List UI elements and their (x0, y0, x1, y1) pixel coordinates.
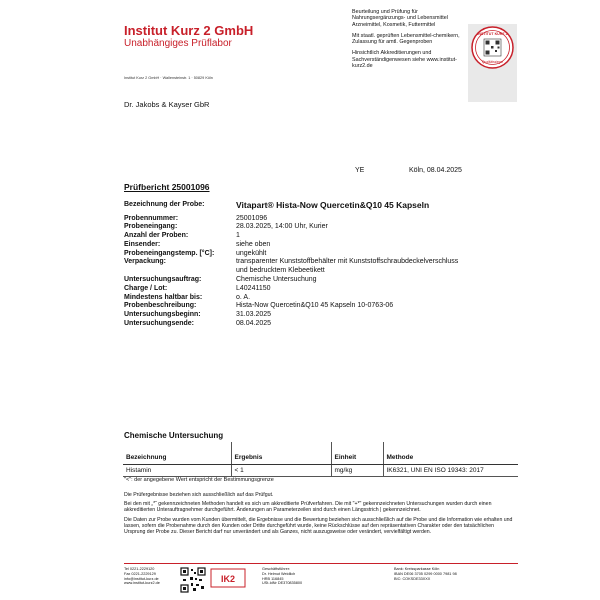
field-value: 08.04.2025 (236, 320, 272, 328)
reference-code: YE (355, 167, 365, 174)
recipient: Dr. Jakobs & Kayser GbR (124, 100, 210, 109)
field-row (124, 215, 464, 224)
field-row (124, 223, 464, 232)
quality-seal-icon (471, 26, 514, 69)
qr-code-icon (180, 567, 206, 593)
brand-subtitle: Unabhängiges Prüflabor (124, 38, 232, 49)
footer-contact (124, 567, 176, 586)
field-value: transparenter Kunststoffbehälter mit Kunststoffschraubdeckelverschluss und bedrucktem Klebeetikett (236, 258, 459, 275)
lab-intro (352, 9, 464, 74)
seal-subtext: Qualitätssiegel (482, 60, 503, 64)
field-label: Verpackung: (124, 258, 167, 266)
table-cell: IK6321, UNI EN ISO 19343: 2017 (383, 464, 518, 476)
field-value: Chemische Untersuchung (236, 276, 317, 284)
disclaimer-paragraph: Bei den mit „*“ gekennzeichneten Methoden handelt es sich um akkreditierte Prüfverfahren. Die mit "+*" gekennzeichneten Untersuchungen wurden durch einen akkreditierten Unterauftragnehmer durchgeführt. Änderungen an Parameterzeilen sind durch einen Längsstrich | gekennzeichnet. (124, 501, 492, 514)
footer-line-text: IBAN DE06 3705 0299 0000 7981 98 (394, 571, 457, 576)
report-title: Prüfbericht 25001096 (124, 182, 210, 192)
brand-name: Institut Kurz 2 GmbH (124, 23, 254, 38)
product-name: Vitapart® Hista-Now Quercetin&Q10 45 Kapseln (236, 200, 430, 210)
footer-line-text: info@institut-kurz.de (124, 576, 159, 581)
table-header-row (123, 442, 518, 464)
intro-line: Hinsichtlich Akkreditierungen und Sachverständigenwesen siehe www.institut-kurz2.de (352, 50, 457, 70)
product-row (124, 201, 464, 211)
sample-fields (124, 201, 464, 329)
field-row (124, 302, 464, 311)
disclaimer-paragraph: Die Daten zur Probe wurden vom Kunden übermittelt, die Ergebnisse und die Bewertung beziehen sich ausschließlich auf die Probe und die Information wie erhalten und lassen, sofern die Probenahme durch den Kunden oder Dritte durchgeführt wurde, keine Rückschlüsse auf den repräsentativen Charakter oder den tatsächlichen Ursprung der Probe zu. Dieser Bericht darf nur unverändert und als Ganzes, nicht auszugsweise oder verändert, vervielfältigt werden. (124, 516, 513, 536)
field-row (124, 232, 464, 241)
letterhead (124, 24, 253, 50)
footer-line-text: www.institut-kurz2.de (124, 581, 160, 586)
field-value: siehe oben (236, 240, 271, 248)
field-value: 1 (236, 232, 240, 240)
results-table (123, 442, 518, 477)
field-label: Anzahl der Proben: (124, 232, 189, 240)
footer-line-text: HRB 116845 (262, 576, 284, 581)
field-label: Probennummer: (124, 214, 179, 222)
field-label: Probeneingangstemp. [°C]: (124, 249, 215, 257)
field-value: o. A. (236, 293, 251, 301)
logo-text: IK2 (220, 574, 236, 584)
footer-bank (394, 567, 504, 581)
disclaimer (124, 492, 516, 538)
column-header: Ergebnis (231, 442, 331, 464)
field-label: Untersuchungsende: (124, 320, 195, 328)
seal-text: INSTITUT KURZ 2 (477, 32, 508, 36)
field-row (124, 285, 464, 294)
footer-line-text: Geschäftsführer: (262, 567, 291, 571)
table-cell: < 1 (231, 464, 331, 476)
field-row (124, 250, 464, 259)
field-label: Probenbeschreibung: (124, 302, 197, 310)
field-value: L40241150 (236, 284, 271, 292)
field-label: Bezeichnung der Probe: (124, 201, 205, 208)
results-footnote: "<": der angegebene Wert entspricht der Bestimmungsgrenze (124, 477, 274, 483)
field-value: 31.03.2025 (236, 311, 272, 319)
field-row (124, 258, 464, 276)
intro-line: Mit staatl. geprüften Lebensmittel-chemikern, Zulassung für amtl. Gegenproben (352, 32, 460, 46)
column-header: Einheit (331, 442, 383, 464)
table-row (123, 464, 518, 476)
field-label: Charge / Lot: (124, 284, 168, 292)
field-value: Hista-Now Quercetin&Q10 45 Kapseln 10-0763-06 (236, 302, 394, 310)
table-cell: Histamin (123, 464, 231, 476)
field-row (124, 241, 464, 250)
field-label: Untersuchungsauftrag: (124, 276, 202, 284)
results-section-title: Chemische Untersuchung (124, 431, 224, 440)
place-date: Köln, 08.04.2025 (409, 167, 462, 174)
footer-line-text: Bank: Kreissparkasse Köln (394, 567, 440, 571)
field-row (124, 294, 464, 303)
footer-line-text: Tel 0221-2229120 (124, 567, 155, 571)
footer-line-text: Fax 0221-2229129 (124, 571, 156, 576)
field-value: ungekühlt (236, 249, 267, 257)
field-label: Untersuchungsbeginn: (124, 311, 201, 319)
field-label: Einsender: (124, 240, 161, 248)
field-label: Mindestens haltbar bis: (124, 293, 203, 301)
disclaimer-paragraph: Die Prüfergebnisse beziehen sich ausschließlich auf das Prüfgut. (124, 492, 274, 498)
sender-line: Institut Kurz 2 GmbH · Wallensteinstr. 1 · 50829 Köln (124, 76, 213, 80)
field-value: 28.03.2025, 14:00 Uhr, Kurier (236, 223, 328, 231)
table-cell: mg/kg (331, 464, 383, 476)
footer-management (262, 567, 342, 586)
seal-panel (468, 24, 517, 102)
field-row (124, 320, 464, 329)
field-value: 25001096 (236, 214, 268, 222)
intro-line: Beurteilung und Prüfung für Nahrungsergänzungs- und Lebensmittel Arzneimittel, Kosmetik, Futtermittel (352, 9, 448, 28)
institute-logo-icon (210, 567, 246, 589)
footer-divider (124, 563, 518, 564)
footer-line-text: Dr. Helmut Weidlich (262, 571, 296, 576)
footer-line-text: BIC: COKSDE33XXX (394, 576, 431, 581)
field-row (124, 276, 464, 285)
field-label: Probeneingang: (124, 223, 178, 231)
column-header: Methode (383, 442, 518, 464)
field-row (124, 311, 464, 320)
footer-line-text: USt-IdNr DE370835800 (262, 581, 303, 586)
column-header: Bezeichnung (123, 442, 231, 464)
